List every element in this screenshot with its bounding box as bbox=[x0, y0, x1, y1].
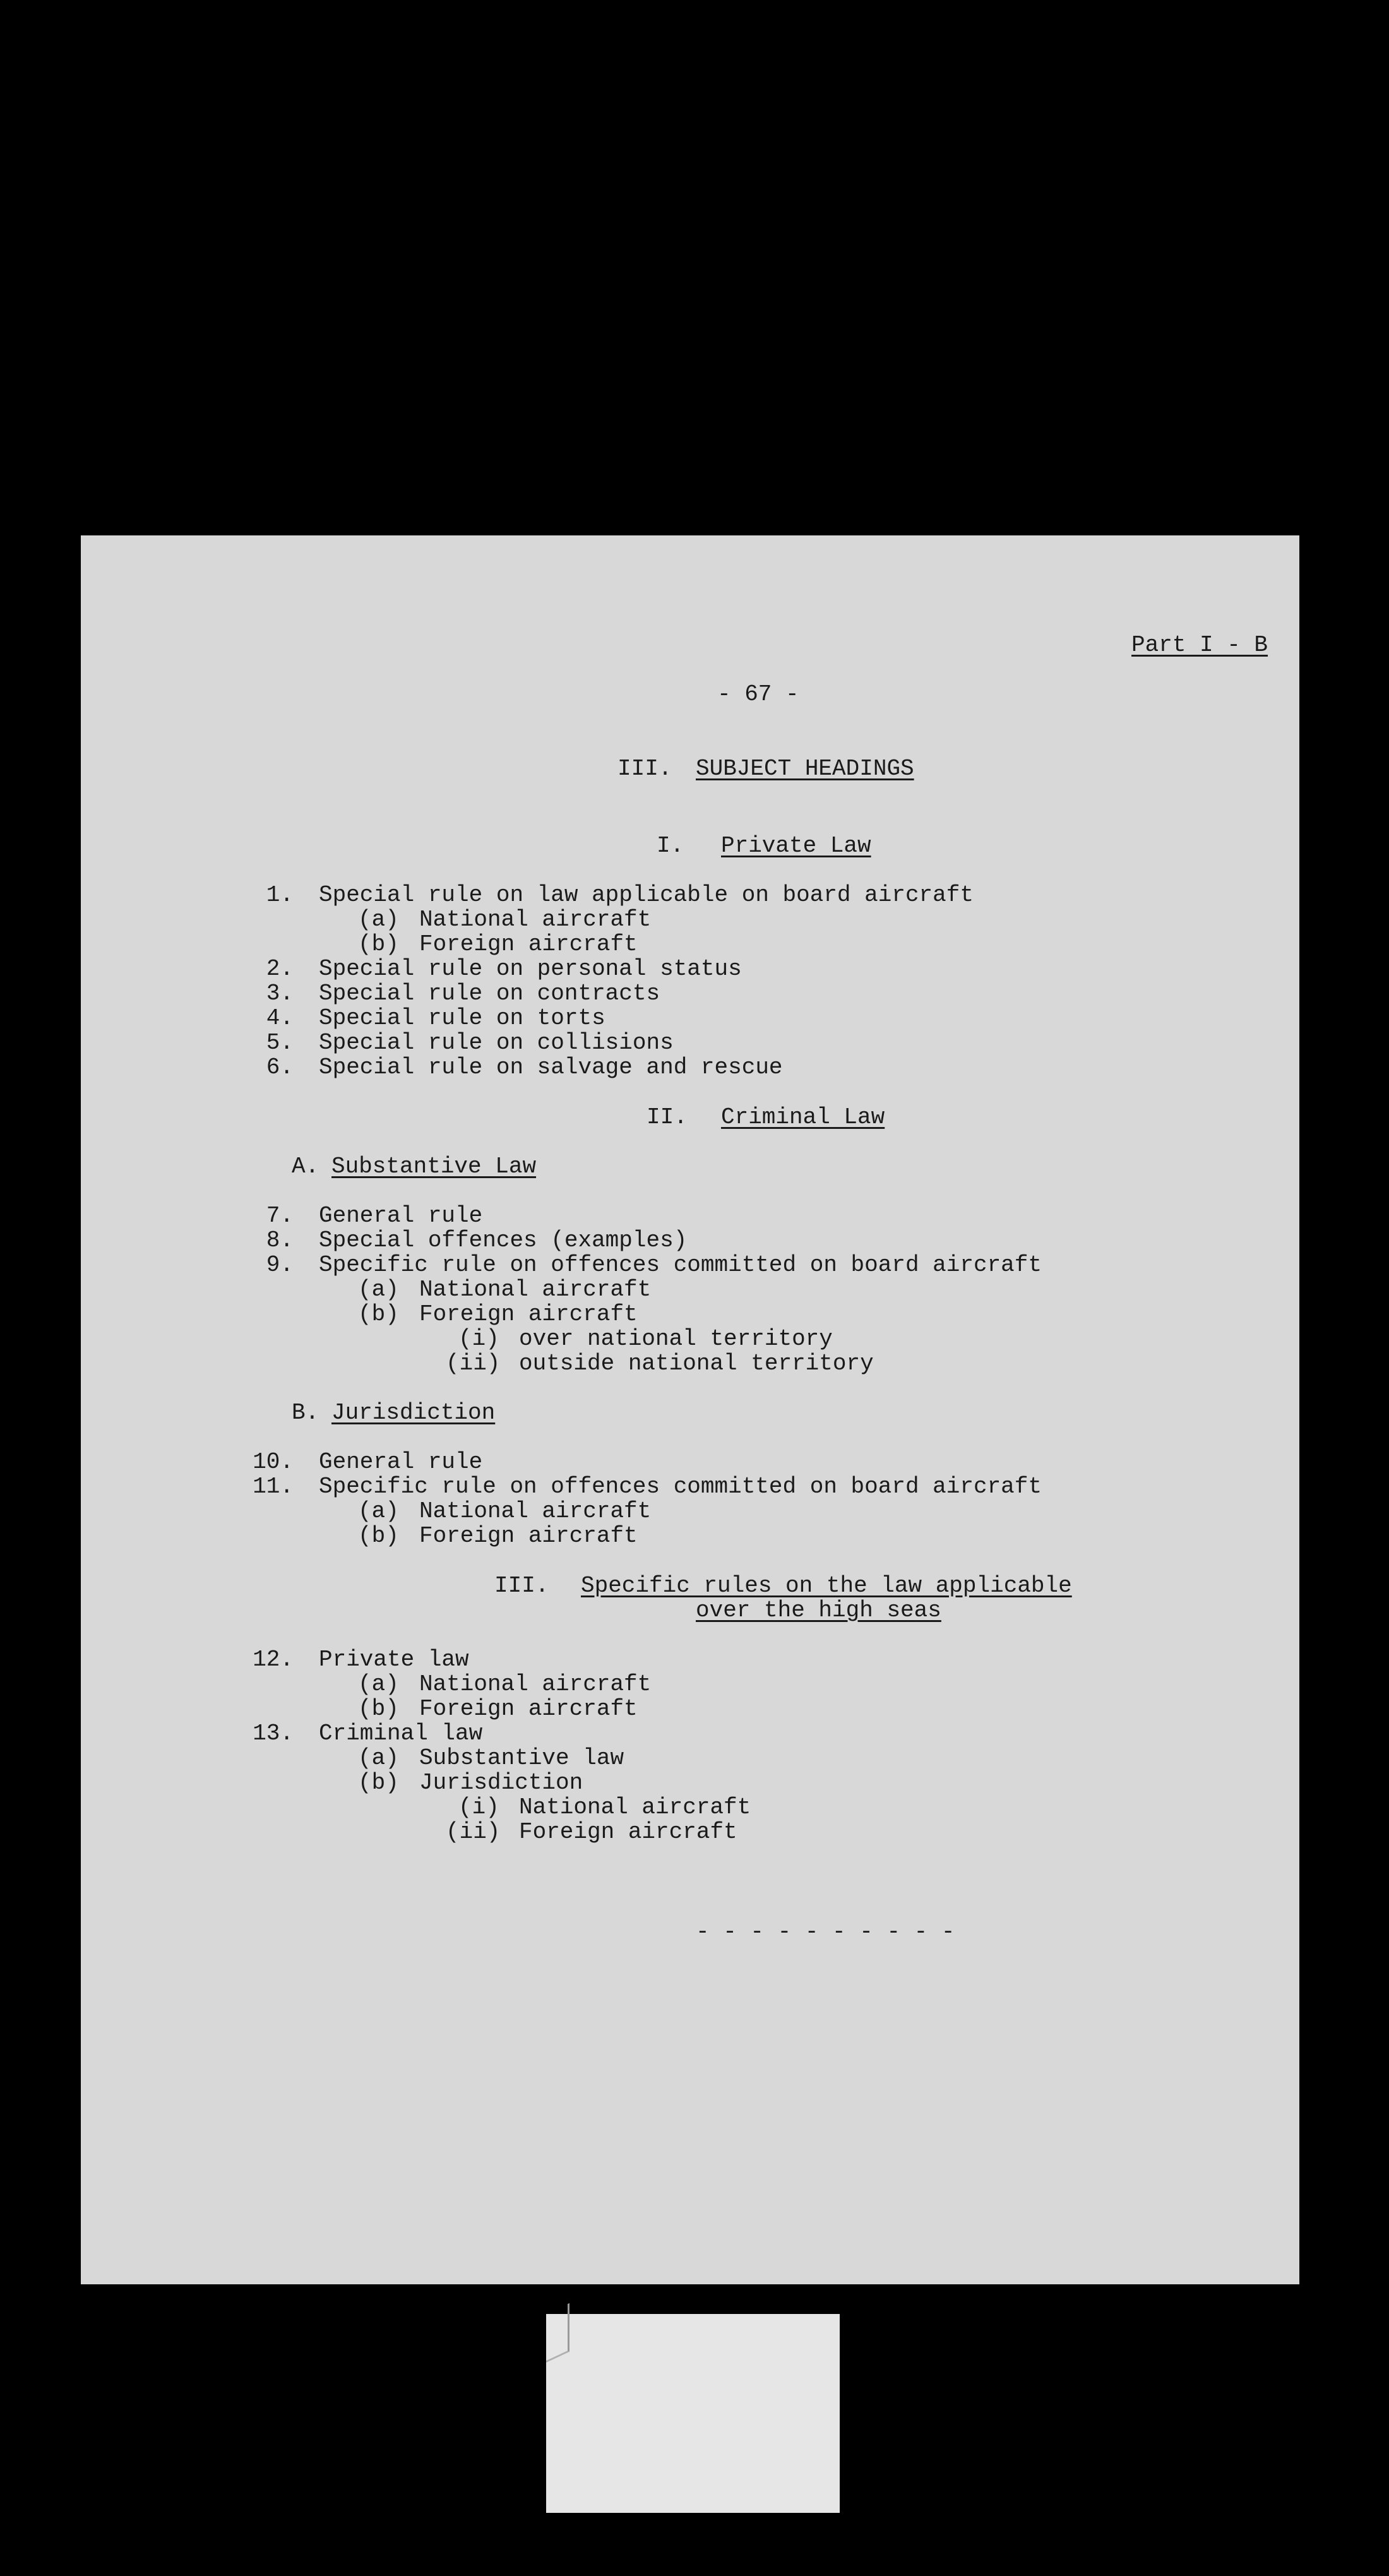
list-item-number: (i) bbox=[458, 1794, 499, 1820]
list-item: Special offences (examples) bbox=[319, 1227, 688, 1253]
list-item: National aircraft bbox=[419, 1671, 652, 1697]
list-item: Specific rule on offences committed on board aircraft bbox=[319, 1252, 1042, 1278]
section-numeral: III. bbox=[494, 1573, 549, 1599]
list-item: Foreign aircraft bbox=[419, 1696, 638, 1722]
section-heading: Specific rules on the law applicable bbox=[581, 1573, 1072, 1599]
list-item: National aircraft bbox=[419, 1277, 652, 1303]
list-item-number: (ii) bbox=[446, 1351, 501, 1376]
index-card bbox=[546, 2314, 840, 2513]
list-item-number: (b) bbox=[358, 1523, 399, 1549]
list-item-number: 10. bbox=[253, 1449, 294, 1475]
list-item-number: 6. bbox=[266, 1054, 294, 1080]
list-item: Special rule on contracts bbox=[319, 981, 660, 1006]
subsection-heading: Substantive Law bbox=[331, 1154, 537, 1179]
list-item-number: 12. bbox=[253, 1647, 294, 1673]
section-heading-continued: over the high seas bbox=[696, 1597, 941, 1623]
page-title: SUBJECT HEADINGS bbox=[696, 756, 914, 782]
list-item-number: 8. bbox=[266, 1227, 294, 1253]
title-numeral: III. bbox=[617, 756, 672, 782]
list-item: Foreign aircraft bbox=[419, 1301, 638, 1327]
section-numeral: II. bbox=[647, 1104, 688, 1130]
list-item: Substantive law bbox=[419, 1745, 624, 1771]
list-item: National aircraft bbox=[419, 1498, 652, 1524]
subsection-letter: B. bbox=[292, 1400, 319, 1426]
page-number: - 67 - bbox=[717, 681, 799, 707]
list-item: Special rule on law applicable on board aircraft bbox=[319, 882, 974, 908]
paper-clip-mark bbox=[546, 2303, 569, 2363]
part-label: Part I - B bbox=[1131, 632, 1268, 658]
list-item-number: 3. bbox=[266, 981, 294, 1006]
list-item-number: 1. bbox=[266, 882, 294, 908]
list-item-number: 7. bbox=[266, 1203, 294, 1229]
list-item: Specific rule on offences committed on board aircraft bbox=[319, 1474, 1042, 1500]
list-item-number: (b) bbox=[358, 1301, 399, 1327]
section-heading: Criminal Law bbox=[721, 1104, 885, 1130]
closing-rule: - - - - - - - - - - bbox=[696, 1919, 955, 1945]
list-item-number: (b) bbox=[358, 931, 399, 957]
list-item: Jurisdiction bbox=[419, 1770, 583, 1796]
section-numeral: I. bbox=[657, 833, 684, 859]
list-item: outside national territory bbox=[519, 1351, 874, 1376]
list-item-number: (a) bbox=[358, 1277, 399, 1303]
list-item-number: 5. bbox=[266, 1030, 294, 1056]
list-item: Special rule on collisions bbox=[319, 1030, 674, 1056]
list-item-number: 2. bbox=[266, 956, 294, 982]
list-item: Special rule on torts bbox=[319, 1005, 605, 1031]
document-page bbox=[81, 535, 1299, 2284]
list-item: Foreign aircraft bbox=[519, 1819, 737, 1845]
section-heading: Private Law bbox=[721, 833, 871, 859]
list-item: Private law bbox=[319, 1647, 469, 1673]
list-item: National aircraft bbox=[419, 907, 652, 933]
list-item-number: (b) bbox=[358, 1770, 399, 1796]
subsection-letter: A. bbox=[292, 1154, 319, 1179]
list-item-number: (ii) bbox=[446, 1819, 501, 1845]
list-item-number: 11. bbox=[253, 1474, 294, 1500]
list-item: General rule bbox=[319, 1203, 483, 1229]
list-item-number: (a) bbox=[358, 907, 399, 933]
subsection-heading: Jurisdiction bbox=[331, 1400, 496, 1426]
list-item: Special rule on personal status bbox=[319, 956, 742, 982]
list-item-number: 4. bbox=[266, 1005, 294, 1031]
list-item-number: 13. bbox=[253, 1720, 294, 1746]
list-item: Foreign aircraft bbox=[419, 1523, 638, 1549]
list-item: General rule bbox=[319, 1449, 483, 1475]
list-item-number: (a) bbox=[358, 1671, 399, 1697]
list-item: over national territory bbox=[519, 1326, 833, 1352]
list-item-number: 9. bbox=[266, 1252, 294, 1278]
list-item-number: (a) bbox=[358, 1745, 399, 1771]
list-item: Special rule on salvage and rescue bbox=[319, 1054, 783, 1080]
list-item: Foreign aircraft bbox=[419, 931, 638, 957]
list-item: Criminal law bbox=[319, 1720, 483, 1746]
list-item: National aircraft bbox=[519, 1794, 751, 1820]
list-item-number: (b) bbox=[358, 1696, 399, 1722]
list-item-number: (a) bbox=[358, 1498, 399, 1524]
list-item-number: (i) bbox=[458, 1326, 499, 1352]
